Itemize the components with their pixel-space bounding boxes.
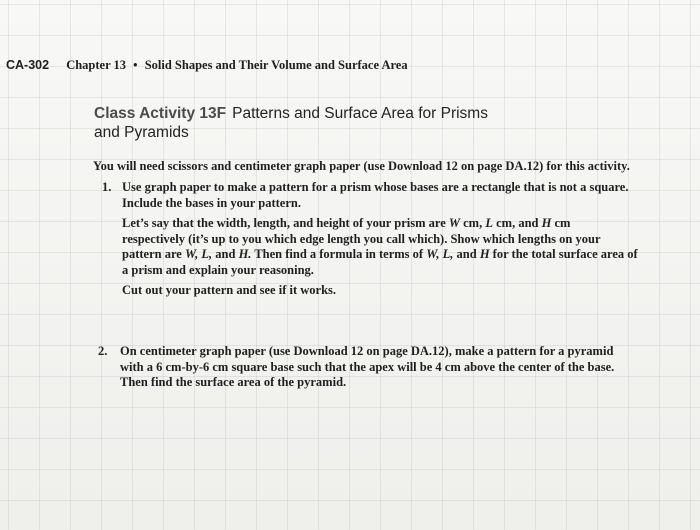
vars-wl: W, L, bbox=[426, 247, 454, 261]
activity-title bbox=[94, 104, 614, 142]
q2-line: Then find the surface area of the pyramid. bbox=[120, 375, 347, 389]
question-1 bbox=[102, 180, 662, 299]
question-number: 2. bbox=[98, 344, 108, 358]
q1-text: Then find a formula in terms of bbox=[251, 247, 427, 261]
q1-text: and bbox=[212, 247, 239, 261]
q1-paragraph-3: Cut out your pattern and see if it works. bbox=[122, 283, 337, 297]
q1-line: Use graph paper to make a pattern for a prism whose bases are a rectangle that is not a square. bbox=[122, 180, 629, 194]
intro-text: You will need scissors and centimeter graph paper (use Download 12 on page DA.12) for this activity. bbox=[93, 159, 630, 173]
q2-line: On centimeter graph paper (use Download 12 on page DA.12), make a pattern for a pyramid bbox=[120, 344, 614, 358]
q2-paragraph bbox=[120, 344, 658, 391]
page-code: CA-302 bbox=[6, 58, 50, 72]
page-header bbox=[6, 58, 408, 73]
q1-text: cm, and bbox=[492, 216, 542, 230]
header-separator: • bbox=[133, 58, 138, 72]
activity-number: Class Activity 13F bbox=[94, 105, 227, 122]
q1-text: and bbox=[453, 247, 480, 261]
title-line-2: and Pyramids bbox=[94, 124, 189, 141]
q1-text: pattern are bbox=[122, 247, 185, 261]
var-h: H. bbox=[238, 247, 252, 261]
q1-paragraph-2 bbox=[122, 216, 662, 278]
q2-line: with a 6 cm-by-6 cm square base such that the apex will be 4 cm above the center of the base. bbox=[120, 359, 615, 374]
q1-text: a prism and explain your reasoning. bbox=[122, 262, 314, 277]
q1-text: respectively (it’s up to you which edge length you call which). Show which lengths on your bbox=[122, 231, 601, 246]
chapter-label: Chapter 13 bbox=[66, 58, 127, 72]
chapter-subject: Solid Shapes and Their Volume and Surface Area bbox=[144, 58, 408, 72]
q1-text: Let’s say that the width, length, and height of your prism are bbox=[122, 216, 449, 230]
q1-text: for the total surface area of bbox=[489, 247, 638, 261]
var-l: L bbox=[485, 216, 493, 230]
q1-paragraph-1 bbox=[122, 180, 662, 211]
vars-wl: W, L, bbox=[184, 247, 213, 261]
question-2 bbox=[98, 344, 658, 391]
var-h: H bbox=[541, 216, 552, 230]
q1-text: cm bbox=[551, 216, 571, 230]
q1-text: cm, bbox=[460, 216, 486, 230]
question-number: 1. bbox=[102, 180, 112, 194]
var-w: W bbox=[448, 216, 460, 230]
title-line-1: Patterns and Surface Area for Prisms bbox=[232, 105, 488, 122]
q1-line: Include the bases in your pattern. bbox=[122, 195, 301, 210]
var-h: H bbox=[479, 247, 490, 261]
